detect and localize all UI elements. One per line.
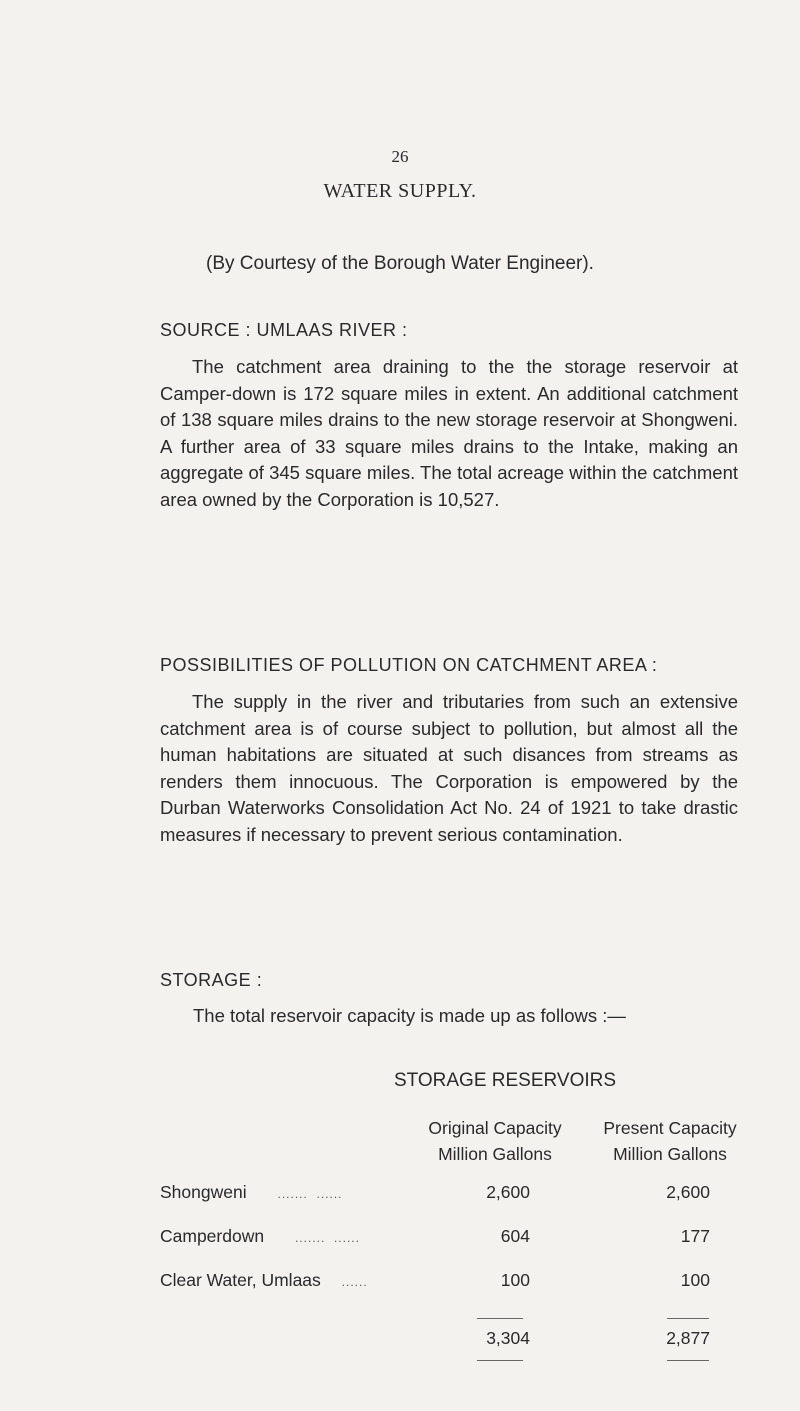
column-header-original-line1: Original Capacity	[428, 1118, 562, 1138]
total-rule-present	[667, 1318, 709, 1319]
leader-dots: ....... ......	[294, 1231, 360, 1245]
total-underline-present	[667, 1360, 709, 1361]
page-subtitle: (By Courtesy of the Borough Water Engineer).	[206, 253, 594, 274]
original-capacity-value: 100	[500, 1270, 530, 1290]
table-row-label	[160, 1226, 360, 1247]
pollution-paragraph: The supply in the river and tributaries from such an extensive catchment area is of course subject to pollution, but almost all the human habitations are situated at such disances from streams as renders them innocuous. The Corporation is empowered by the Durban Waterworks Consolidation Act No. 24 of 1921 to take drastic measures if necessary to prevent serious contamination.	[160, 691, 738, 845]
present-capacity-value: 177	[680, 1226, 710, 1246]
page-title: WATER SUPPLY.	[323, 180, 477, 202]
reservoir-name: Shongweni	[160, 1182, 247, 1202]
total-rule-original	[477, 1318, 523, 1319]
page-number: 26	[391, 147, 409, 166]
leader-dots: ......	[341, 1275, 368, 1289]
column-header-original-line2: Million Gallons	[438, 1144, 552, 1164]
pollution-heading: POSSIBILITIES OF POLLUTION ON CATCHMENT AREA :	[160, 655, 658, 675]
present-capacity-value: 2,600	[666, 1182, 710, 1202]
column-header-original	[395, 1115, 595, 1167]
column-header-present-line1: Present Capacity	[603, 1118, 737, 1138]
present-capacity-total: 2,877	[666, 1328, 710, 1348]
original-capacity-value: 2,600	[486, 1182, 530, 1202]
reservoir-name: Camperdown	[160, 1226, 265, 1246]
reservoir-name: Clear Water, Umlaas	[160, 1270, 321, 1290]
source-heading: SOURCE : UMLAAS RIVER :	[160, 320, 408, 340]
table-row-label	[160, 1182, 343, 1203]
original-capacity-total: 3,304	[486, 1328, 530, 1348]
source-paragraph: The catchment area draining to the the storage reservoir at Camper-down is 172 square miles in extent. An additional catchment of 138 square miles drains to the new storage reservoir at Shongweni. A further area of 33 square miles drains to the Intake, making an aggregate of 345 square miles. The total acreage within the catchment area owned by the Corporation is 10,527.	[160, 356, 738, 510]
column-header-present	[570, 1115, 770, 1167]
storage-heading: STORAGE :	[160, 970, 263, 990]
present-capacity-value: 100	[680, 1270, 710, 1290]
table-row-label	[160, 1270, 368, 1291]
table-title: STORAGE RESERVOIRS	[393, 1070, 617, 1091]
total-underline-original	[477, 1360, 523, 1361]
storage-intro: The total reservoir capacity is made up as follows :—	[193, 1005, 626, 1026]
column-header-present-line2: Million Gallons	[613, 1144, 727, 1164]
leader-dots: ....... ......	[277, 1187, 343, 1201]
original-capacity-value: 604	[500, 1226, 530, 1246]
